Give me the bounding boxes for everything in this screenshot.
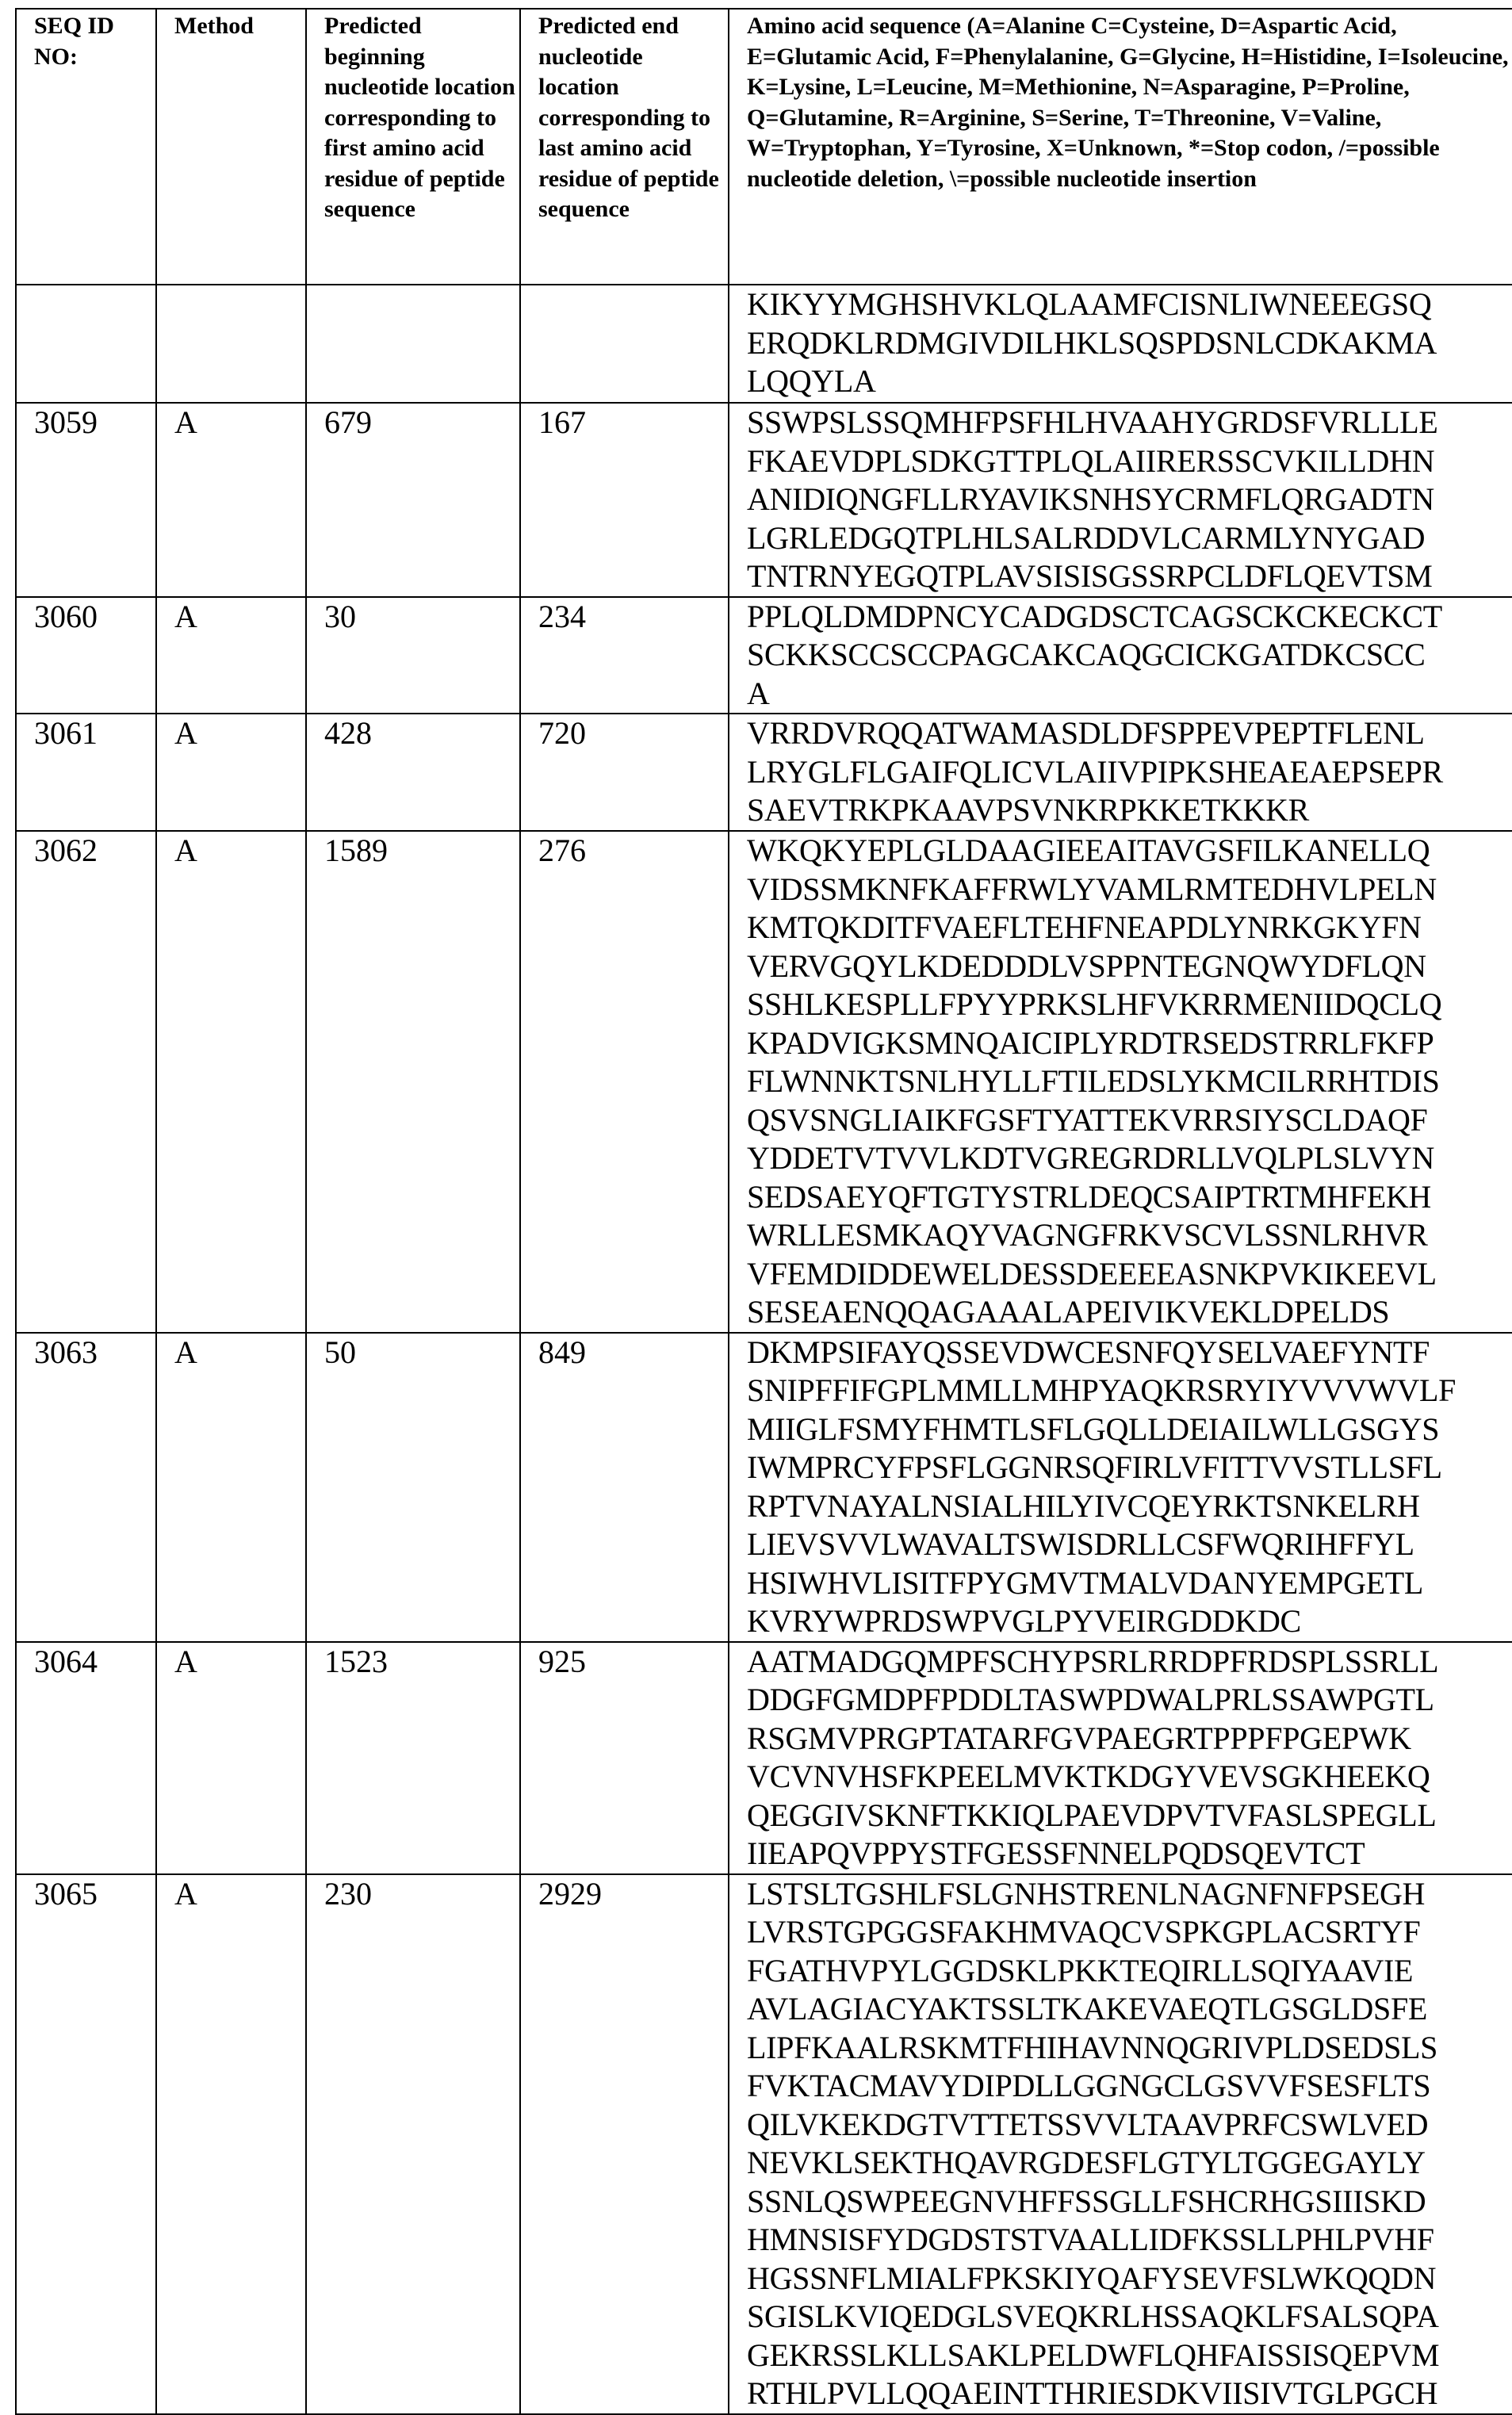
sequence-line: FLWNNKTSNLHYLLFTILEDSLYKMCILRRHTDIS <box>747 1062 1512 1101</box>
amino-acid-sequence-cell <box>729 597 1512 714</box>
sequence-line: DDGFGMDPFPDDLTASWPDWALPRLSSAWPGTL <box>747 1681 1512 1720</box>
begin-location-cell: 679 <box>306 403 520 597</box>
sequence-line: AATMADGQMPFSCHYPSRLRRDPFRDSPLSSRLL <box>747 1643 1512 1682</box>
sequence-line: KPADVIGKSMNQAICIPLYRDTRSEDSTRRLFKFP <box>747 1024 1512 1063</box>
end-location-cell: 720 <box>520 714 729 831</box>
begin-location-cell: 1589 <box>306 831 520 1333</box>
table-row <box>16 831 1512 1333</box>
sequence-line: DKMPSIFAYQSSEVDWCESNFQYSELVAEFYNTF <box>747 1334 1512 1372</box>
sequence-line: RSGMVPRGPTATARFGVPAEGRTPPPFPGEPWK <box>747 1720 1512 1759</box>
sequence-line: YDDETVTVVLKDTVGREGRDRLLVQLPLSLVYN <box>747 1139 1512 1178</box>
sequence-line: QSVSNGLIAIKFGSFTYATTEKVRRSIYSCLDAQF <box>747 1101 1512 1140</box>
sequence-table <box>15 8 1512 2415</box>
method-cell: A <box>156 403 306 597</box>
amino-acid-sequence-cell <box>729 1642 1512 1874</box>
amino-acid-sequence-cell <box>729 403 1512 597</box>
sequence-line: SSHLKESPLLFPYYPRKSLHFVKRRMENIIDQCLQ <box>747 986 1512 1024</box>
sequence-line: LGRLEDGQTPLHLSALRDDVLCARMLYNYGAD <box>747 519 1512 558</box>
seq-id-cell: 3065 <box>16 1874 156 2414</box>
method-cell: A <box>156 1333 306 1642</box>
seq-id-cell <box>16 285 156 403</box>
table-row <box>16 1642 1512 1874</box>
end-location-cell: 276 <box>520 831 729 1333</box>
sequence-line: SESEAENQQAGAAALAPEIVIKVEKLDPELDS <box>747 1293 1512 1332</box>
method-cell: A <box>156 1874 306 2414</box>
table-row <box>16 1333 1512 1642</box>
method-cell: A <box>156 597 306 714</box>
sequence-line: HSIWHVLISITFPYGMVTMALVDANYEMPGETL <box>747 1564 1512 1603</box>
method-cell: A <box>156 714 306 831</box>
sequence-line: AVLAGIACYAKTSSLTKAKEVAEQTLGSGLDSFE <box>747 1990 1512 2029</box>
sequence-line: SGISLKVIQEDGLSVEQKRLHSSAQKLFSALSQPA <box>747 2298 1512 2337</box>
sequence-line: KIKYYMGHSHVKLQLAAMFCISNLIWNEEEGSQ <box>747 285 1512 324</box>
sequence-line: A <box>747 675 1512 714</box>
method-cell <box>156 285 306 403</box>
header-end-location: Predicted end nucleotide location corresponding to last amino acid residue of peptide sequence <box>520 9 729 285</box>
begin-location-cell: 50 <box>306 1333 520 1642</box>
sequence-line: LRYGLFLGAIFQLICVLAIIVPIPKSHEAEAEPSEPR <box>747 753 1512 792</box>
seq-id-cell: 3059 <box>16 403 156 597</box>
sequence-line: HGSSNFLMIALFPKSKIYQAFYSEVFSLWKQQDN <box>747 2260 1512 2298</box>
method-cell: A <box>156 1642 306 1874</box>
sequence-line: VFEMDIDDEWELDESSDEEEEASNKPVKIKEEVL <box>747 1255 1512 1294</box>
sequence-line: WKQKYEPLGLDAAGIEEAITAVGSFILKANELLQ <box>747 832 1512 871</box>
header-seq-id: SEQ ID NO: <box>16 9 156 285</box>
sequence-line: ANIDIQNGFLLRYAVIKSNHSYCRMFLQRGADTN <box>747 480 1512 519</box>
begin-location-cell: 230 <box>306 1874 520 2414</box>
sequence-line: VIDSSMKNFKAFFRWLYVAMLRMTEDHVLPELN <box>747 871 1512 909</box>
method-cell: A <box>156 831 306 1333</box>
end-location-cell: 849 <box>520 1333 729 1642</box>
sequence-line: LVRSTGPGGSFAKHMVAQCVSPKGPLACSRTYF <box>747 1913 1512 1952</box>
sequence-line: LIEVSVVLWAVALTSWISDRLLCSFWQRIHFFYL <box>747 1525 1512 1564</box>
table-row <box>16 597 1512 714</box>
sequence-line: FGATHVPYLGGDSKLPKKTEQIRLLSQIYAAVIE <box>747 1952 1512 1991</box>
table-body <box>16 285 1512 2414</box>
begin-location-cell <box>306 285 520 403</box>
sequence-line: SSWPSLSSQMHFPSFHLHVAAHYGRDSFVRLLLE <box>747 404 1512 442</box>
sequence-line: LSTSLTGSHLFSLGNHSTRENLNAGNFNFPSEGH <box>747 1875 1512 1914</box>
sequence-line: WRLLESMKAQYVAGNGFRKVSCVLSSNLRHVR <box>747 1216 1512 1255</box>
sequence-line: SEDSAEYQFTGTYSTRLDEQCSAIPTRTMHFEKH <box>747 1178 1512 1217</box>
end-location-cell: 2929 <box>520 1874 729 2414</box>
sequence-line: PPLQLDMDPNCYCADGDSCTCAGSCKCKECKCT <box>747 598 1512 637</box>
seq-id-cell: 3064 <box>16 1642 156 1874</box>
sequence-line: GEKRSSLKLLSAKLPELDWFLQHFAISSISQEPVM <box>747 2337 1512 2375</box>
sequence-line: NEVKLSEKTHQAVRGDESFLGTYLTGGEGAYLY <box>747 2144 1512 2183</box>
table-row <box>16 403 1512 597</box>
table-header-row <box>16 9 1512 285</box>
seq-id-cell: 3063 <box>16 1333 156 1642</box>
end-location-cell: 167 <box>520 403 729 597</box>
sequence-line: TNTRNYEGQTPLAVSISISGSSRPCLDFLQEVTSM <box>747 557 1512 596</box>
amino-acid-sequence-cell <box>729 714 1512 831</box>
amino-acid-sequence-cell <box>729 285 1512 403</box>
sequence-line: FVKTACMAVYDIPDLLGGNGCLGSVVFSESFLTS <box>747 2067 1512 2106</box>
sequence-line: QEGGIVSKNFTKKIQLPAEVDPVTVFASLSPEGLL <box>747 1797 1512 1835</box>
sequence-line: LIPFKAALRSKMTFHIHAVNNQGRIVPLDSEDSLS <box>747 2029 1512 2068</box>
end-location-cell <box>520 285 729 403</box>
sequence-line: SAEVTRKPKAAVPSVNKRPKKETKKKR <box>747 791 1512 830</box>
sequence-line: IWMPRCYFPSFLGGNRSQFIRLVFITTVVSTLLSFL <box>747 1449 1512 1487</box>
sequence-line: SNIPFFIFGPLMMLLMHPYAQKRSRYIYVVVWVLF <box>747 1372 1512 1410</box>
seq-id-cell: 3061 <box>16 714 156 831</box>
sequence-line: MIIGLFSMYFHMTLSFLGQLLDEIAILWLLGSGYS <box>747 1410 1512 1449</box>
sequence-line: HMNSISFYDGDSTSTVAALLIDFKSSLLPHLPVHF <box>747 2221 1512 2260</box>
table-row <box>16 1874 1512 2414</box>
amino-acid-sequence-cell <box>729 831 1512 1333</box>
sequence-line: KVRYWPRDSWPVGLPYVEIRGDDKDC <box>747 1602 1512 1641</box>
amino-acid-sequence-cell <box>729 1874 1512 2414</box>
table-row <box>16 285 1512 403</box>
header-begin-location: Predicted beginning nucleotide location corresponding to first amino acid residue of peptide sequence <box>306 9 520 285</box>
sequence-line: RTHLPVLLQQAEINTTHRIESDKVIISIVTGLPGCH <box>747 2375 1512 2413</box>
sequence-line: IIEAPQVPPYSTFGESSFNNELPQDSQEVTCT <box>747 1835 1512 1873</box>
header-amino-acid-sequence: Amino acid sequence (A=Alanine C=Cysteine, D=Aspartic Acid, E=Glutamic Acid, F=Phenylalanine, G=Glycine, H=Histidine, I=Isoleucine, K=Lysine, L=Leucine, M=Methionine, N=Asparagine, P=Proline, Q=Glutamine, R=Arginine, S=Serine, T=Threonine, V=Valine, W=Tryptophan, Y=Tyrosine, X=Unknown, *=Stop codon, /=possible nucleotide deletion, \=possible nucleotide insertion <box>729 9 1512 285</box>
sequence-line: VRRDVRQQATWAMASDLDFSPPEVPEPTFLENL <box>747 714 1512 753</box>
table-row <box>16 714 1512 831</box>
end-location-cell: 234 <box>520 597 729 714</box>
sequence-line: KMTQKDITFVAEFLTEHFNEAPDLYNRKGKYFN <box>747 909 1512 947</box>
sequence-line: RPTVNAYALNSIALHILYIVCQEYRKTSNKELRH <box>747 1487 1512 1526</box>
sequence-line: SSNLQSWPEEGNVHFFSSGLLFSHCRHGSIIISKD <box>747 2183 1512 2222</box>
begin-location-cell: 1523 <box>306 1642 520 1874</box>
begin-location-cell: 30 <box>306 597 520 714</box>
sequence-line: FKAEVDPLSDKGTTPLQLAIIRERSSCVKILLDHN <box>747 442 1512 481</box>
seq-id-cell: 3062 <box>16 831 156 1333</box>
sequence-line: ERQDKLRDMGIVDILHKLSQSPDSNLCDKAKMA <box>747 324 1512 363</box>
seq-id-cell: 3060 <box>16 597 156 714</box>
begin-location-cell: 428 <box>306 714 520 831</box>
amino-acid-sequence-cell <box>729 1333 1512 1642</box>
header-method: Method <box>156 9 306 285</box>
sequence-line: VCVNVHSFKPEELMVKTKDGYVEVSGKHEEKQ <box>747 1758 1512 1797</box>
sequence-line: LQQYLA <box>747 362 1512 401</box>
sequence-line: VERVGQYLKDEDDDLVSPPNTEGNQWYDFLQN <box>747 947 1512 986</box>
sequence-line: SCKKSCCSCCPAGCAKCAQGCICKGATDKCSCC <box>747 636 1512 675</box>
end-location-cell: 925 <box>520 1642 729 1874</box>
sequence-line: QILVKEKDGTVTTETSSVVLTAAVPRFCSWLVED <box>747 2106 1512 2145</box>
